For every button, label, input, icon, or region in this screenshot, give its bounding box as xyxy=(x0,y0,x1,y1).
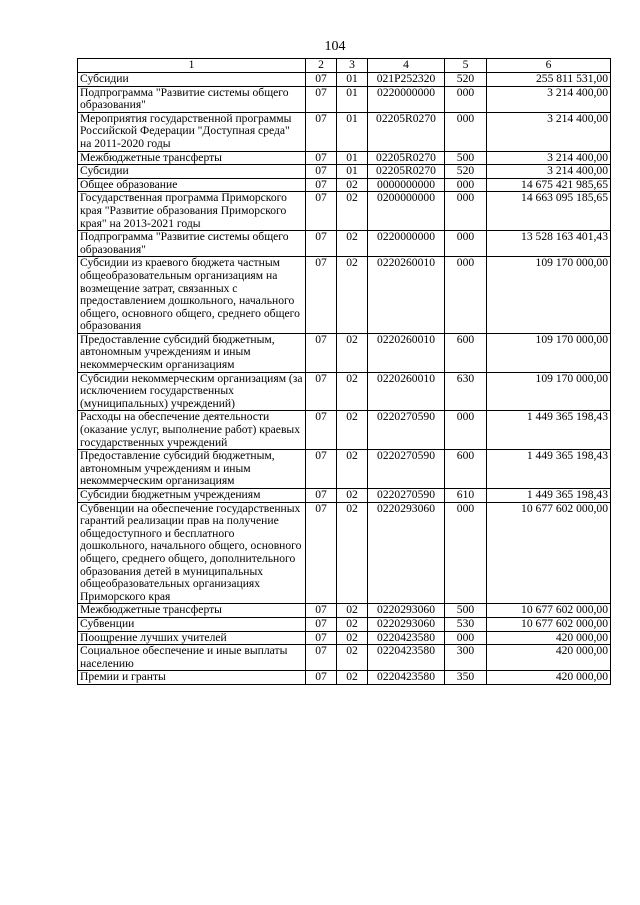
row-name-cell: Межбюджетные трансферты xyxy=(78,151,306,165)
table-row xyxy=(78,151,611,165)
table-row xyxy=(78,112,611,151)
row-section-cell: 07 xyxy=(306,73,337,87)
header-amount: 6 xyxy=(487,59,611,73)
row-target-code-cell: 0220270590 xyxy=(368,450,445,489)
row-target-code-cell: 0000000000 xyxy=(368,178,445,192)
row-section-cell: 07 xyxy=(306,86,337,112)
row-expense-type-cell: 000 xyxy=(445,178,487,192)
row-subsection-cell: 02 xyxy=(337,617,368,631)
row-name-cell: Подпрограмма "Развитие системы общего образования" xyxy=(78,231,306,257)
row-expense-type-cell: 350 xyxy=(445,671,487,685)
row-amount-cell: 10 677 602 000,00 xyxy=(487,604,611,618)
table-row xyxy=(78,73,611,87)
table-row xyxy=(78,257,611,334)
row-expense-type-cell: 000 xyxy=(445,231,487,257)
row-section-cell: 07 xyxy=(306,257,337,334)
row-name-cell: Предоставление субсидий бюджетным, автономным учреждениям и иным некоммерческим организациям xyxy=(78,450,306,489)
row-expense-type-cell: 000 xyxy=(445,257,487,334)
row-target-code-cell: 02205R0270 xyxy=(368,151,445,165)
row-section-cell: 07 xyxy=(306,489,337,503)
row-amount-cell: 14 663 095 185,65 xyxy=(487,192,611,231)
table-row xyxy=(78,450,611,489)
row-target-code-cell: 0220000000 xyxy=(368,231,445,257)
table-row xyxy=(78,86,611,112)
row-amount-cell: 255 811 531,00 xyxy=(487,73,611,87)
row-subsection-cell: 02 xyxy=(337,411,368,450)
row-target-code-cell: 0220423580 xyxy=(368,631,445,645)
row-expense-type-cell: 000 xyxy=(445,192,487,231)
row-section-cell: 07 xyxy=(306,192,337,231)
row-subsection-cell: 01 xyxy=(337,165,368,179)
row-name-cell: Общее образование xyxy=(78,178,306,192)
row-expense-type-cell: 500 xyxy=(445,151,487,165)
table-header-row xyxy=(78,59,611,73)
row-subsection-cell: 01 xyxy=(337,86,368,112)
row-section-cell: 07 xyxy=(306,671,337,685)
row-subsection-cell: 02 xyxy=(337,645,368,671)
row-name-cell: Субсидии бюджетным учреждениям xyxy=(78,489,306,503)
row-amount-cell: 14 675 421 985,65 xyxy=(487,178,611,192)
row-amount-cell: 109 170 000,00 xyxy=(487,333,611,372)
row-section-cell: 07 xyxy=(306,631,337,645)
budget-table xyxy=(77,58,611,685)
row-amount-cell: 10 677 602 000,00 xyxy=(487,617,611,631)
row-amount-cell: 1 449 365 198,43 xyxy=(487,411,611,450)
row-subsection-cell: 02 xyxy=(337,333,368,372)
row-name-cell: Поощрение лучших учителей xyxy=(78,631,306,645)
row-name-cell: Мероприятия государственной программы Российской Федерации "Доступная среда" на 2011-2020 годы xyxy=(78,112,306,151)
row-expense-type-cell: 600 xyxy=(445,333,487,372)
row-target-code-cell: 0220270590 xyxy=(368,411,445,450)
row-section-cell: 07 xyxy=(306,617,337,631)
row-target-code-cell: 0220293060 xyxy=(368,502,445,604)
row-expense-type-cell: 610 xyxy=(445,489,487,503)
row-section-cell: 07 xyxy=(306,502,337,604)
table-row xyxy=(78,178,611,192)
row-target-code-cell: 0220293060 xyxy=(368,617,445,631)
row-expense-type-cell: 520 xyxy=(445,73,487,87)
row-target-code-cell: 0220423580 xyxy=(368,645,445,671)
row-name-cell: Субвенции на обеспечение государственных гарантий реализации прав на получение общедоступного и бесплатного дошкольного, начального общего, основного общего, среднего общего, дополнительного образования детей в муниципальных общеобразовательных организациях Приморского края xyxy=(78,502,306,604)
row-amount-cell: 420 000,00 xyxy=(487,645,611,671)
row-subsection-cell: 02 xyxy=(337,372,368,411)
row-name-cell: Межбюджетные трансферты xyxy=(78,604,306,618)
row-target-code-cell: 0220260010 xyxy=(368,333,445,372)
table-row xyxy=(78,165,611,179)
table-row xyxy=(78,192,611,231)
header-expense-type: 5 xyxy=(445,59,487,73)
row-amount-cell: 3 214 400,00 xyxy=(487,165,611,179)
table-row xyxy=(78,502,611,604)
row-section-cell: 07 xyxy=(306,411,337,450)
row-subsection-cell: 01 xyxy=(337,151,368,165)
row-expense-type-cell: 600 xyxy=(445,450,487,489)
row-section-cell: 07 xyxy=(306,178,337,192)
header-target-code: 4 xyxy=(368,59,445,73)
row-target-code-cell: 02205R0270 xyxy=(368,112,445,151)
row-amount-cell: 3 214 400,00 xyxy=(487,151,611,165)
row-target-code-cell: 0220260010 xyxy=(368,257,445,334)
header-subsection: 3 xyxy=(337,59,368,73)
row-section-cell: 07 xyxy=(306,165,337,179)
row-name-cell: Субсидии xyxy=(78,73,306,87)
row-expense-type-cell: 520 xyxy=(445,165,487,179)
row-expense-type-cell: 300 xyxy=(445,645,487,671)
row-section-cell: 07 xyxy=(306,645,337,671)
row-name-cell: Субвенции xyxy=(78,617,306,631)
table-row xyxy=(78,617,611,631)
row-expense-type-cell: 000 xyxy=(445,112,487,151)
row-amount-cell: 420 000,00 xyxy=(487,631,611,645)
row-amount-cell: 3 214 400,00 xyxy=(487,86,611,112)
row-section-cell: 07 xyxy=(306,333,337,372)
row-name-cell: Премии и гранты xyxy=(78,671,306,685)
row-amount-cell: 1 449 365 198,43 xyxy=(487,450,611,489)
row-name-cell: Субсидии из краевого бюджета частным общеобразовательным организациям на возмещение затрат, связанных с предоставлением дошкольного, начального общего, основного общего, среднего общего образования xyxy=(78,257,306,334)
header-section: 2 xyxy=(306,59,337,73)
row-target-code-cell: 0220270590 xyxy=(368,489,445,503)
row-amount-cell: 1 449 365 198,43 xyxy=(487,489,611,503)
row-section-cell: 07 xyxy=(306,112,337,151)
row-expense-type-cell: 530 xyxy=(445,617,487,631)
row-expense-type-cell: 500 xyxy=(445,604,487,618)
row-target-code-cell: 0220260010 xyxy=(368,372,445,411)
row-subsection-cell: 02 xyxy=(337,489,368,503)
row-name-cell: Предоставление субсидий бюджетным, автономным учреждениям и иным некоммерческим организациям xyxy=(78,333,306,372)
row-target-code-cell: 021P252320 xyxy=(368,73,445,87)
row-subsection-cell: 02 xyxy=(337,631,368,645)
row-name-cell: Расходы на обеспечение деятельности (оказание услуг, выполнение работ) краевых государственных учреждений xyxy=(78,411,306,450)
table-row xyxy=(78,231,611,257)
row-subsection-cell: 02 xyxy=(337,450,368,489)
page-number: 104 xyxy=(324,39,346,54)
row-amount-cell: 13 528 163 401,43 xyxy=(487,231,611,257)
row-subsection-cell: 02 xyxy=(337,604,368,618)
row-name-cell: Субсидии некоммерческим организациям (за исключением государственных (муниципальных) учреждений) xyxy=(78,372,306,411)
row-section-cell: 07 xyxy=(306,231,337,257)
row-subsection-cell: 02 xyxy=(337,671,368,685)
row-subsection-cell: 01 xyxy=(337,73,368,87)
row-expense-type-cell: 630 xyxy=(445,372,487,411)
row-amount-cell: 3 214 400,00 xyxy=(487,112,611,151)
row-name-cell: Подпрограмма "Развитие системы общего образования" xyxy=(78,86,306,112)
table-row xyxy=(78,372,611,411)
row-amount-cell: 109 170 000,00 xyxy=(487,372,611,411)
row-subsection-cell: 02 xyxy=(337,192,368,231)
row-subsection-cell: 01 xyxy=(337,112,368,151)
table-row xyxy=(78,333,611,372)
row-section-cell: 07 xyxy=(306,604,337,618)
table-row xyxy=(78,671,611,685)
header-name: 1 xyxy=(78,59,306,73)
row-subsection-cell: 02 xyxy=(337,231,368,257)
row-subsection-cell: 02 xyxy=(337,178,368,192)
row-amount-cell: 420 000,00 xyxy=(487,671,611,685)
row-section-cell: 07 xyxy=(306,450,337,489)
row-section-cell: 07 xyxy=(306,372,337,411)
row-expense-type-cell: 000 xyxy=(445,631,487,645)
row-target-code-cell: 02205R0270 xyxy=(368,165,445,179)
table-row xyxy=(78,411,611,450)
table-row xyxy=(78,645,611,671)
row-subsection-cell: 02 xyxy=(337,257,368,334)
row-target-code-cell: 0200000000 xyxy=(368,192,445,231)
row-target-code-cell: 0220423580 xyxy=(368,671,445,685)
table-row xyxy=(78,489,611,503)
table-row xyxy=(78,604,611,618)
row-amount-cell: 109 170 000,00 xyxy=(487,257,611,334)
row-name-cell: Субсидии xyxy=(78,165,306,179)
row-name-cell: Социальное обеспечение и иные выплаты населению xyxy=(78,645,306,671)
table-row xyxy=(78,631,611,645)
row-target-code-cell: 0220000000 xyxy=(368,86,445,112)
table-body xyxy=(78,73,611,685)
row-expense-type-cell: 000 xyxy=(445,502,487,604)
row-name-cell: Государственная программа Приморского края "Развитие образования Приморского края" на 2013-2021 годы xyxy=(78,192,306,231)
row-subsection-cell: 02 xyxy=(337,502,368,604)
row-amount-cell: 10 677 602 000,00 xyxy=(487,502,611,604)
row-target-code-cell: 0220293060 xyxy=(368,604,445,618)
row-expense-type-cell: 000 xyxy=(445,411,487,450)
row-section-cell: 07 xyxy=(306,151,337,165)
row-expense-type-cell: 000 xyxy=(445,86,487,112)
